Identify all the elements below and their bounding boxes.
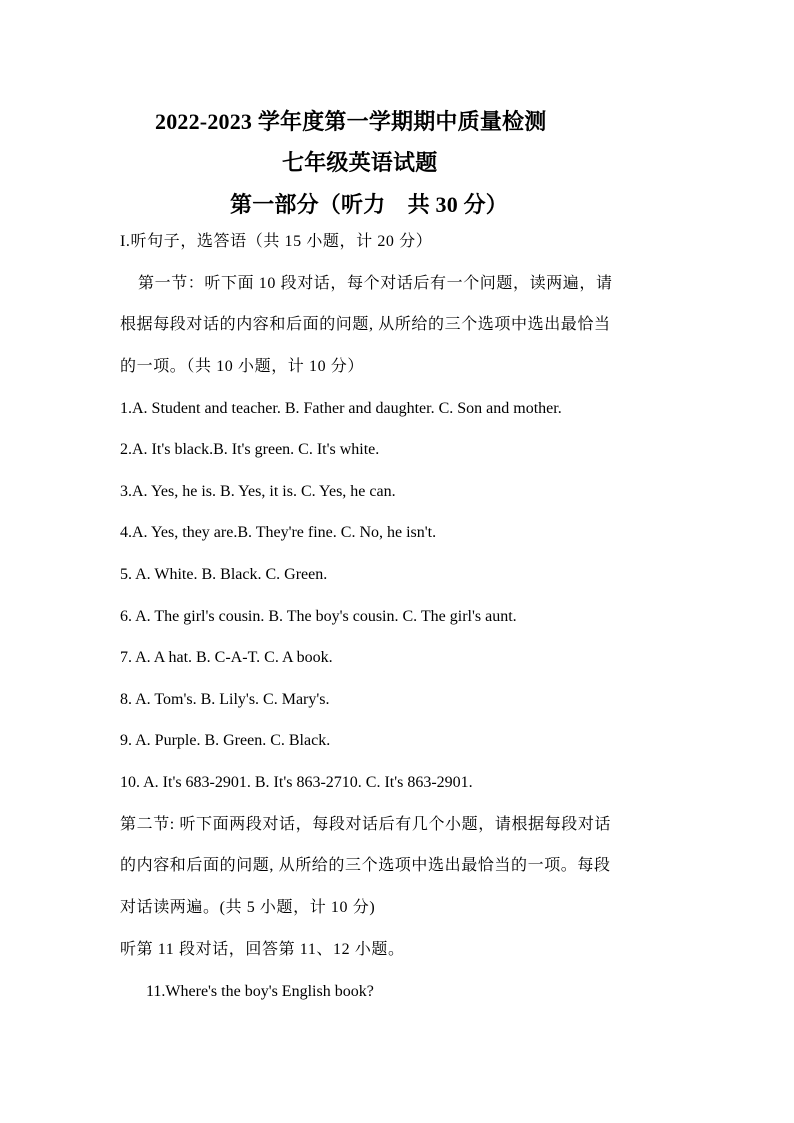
question-item: 3.A. Yes, he is. B. Yes, it is. C. Yes, he can. [120,483,396,500]
section2-intro-line3: 对话读两遍。(共 5 小题，计 10 分) [120,899,376,916]
section1-intro-line3: 的一项。（共 10 小题，计 10 分） [120,358,365,375]
question-item: 10. A. It's 683-2901. B. It's 863-2710. C. It's 863-2901. [120,774,473,791]
question-item: 8. A. Tom's. B. Lily's. C. Mary's. [120,691,330,708]
question-item: 2.A. It's black.B. It's green. C. It's white. [120,441,380,458]
question-item: 7. A. A hat. B. C-A-T. C. A book. [120,649,333,666]
question-item: 4.A. Yes, they are.B. They're fine. C. No, he isn't. [120,524,437,541]
section2-intro-line2: 的内容和后面的问题, 从所给的三个选项中选出最恰当的一项。每段 [120,857,611,874]
exam-title: 2022-2023 学年度第一学期期中质量检测 [155,109,547,134]
section1-intro-line1: 第一节：听下面 10 段对话，每个对话后有一个问题，读两遍，请 [138,275,613,292]
part-title: 第一部分（听力 共 30 分） [230,192,509,217]
question-11: 11.Where's the boy's English book? [146,983,374,1000]
dialogue11-instruction: 听第 11 段对话，回答第 11、12 小题。 [120,941,405,958]
section1-heading: I.听句子，选答语（共 15 小题，计 20 分） [120,233,433,250]
section1-intro-line2: 根据每段对话的内容和后面的问题, 从所给的三个选项中选出最恰当 [120,316,611,333]
question-item: 1.A. Student and teacher. B. Father and daughter. C. Son and mother. [120,400,562,417]
question-item: 6. A. The girl's cousin. B. The boy's cousin. C. The girl's aunt. [120,608,517,625]
question-item: 5. A. White. B. Black. C. Green. [120,566,328,583]
question-item: 9. A. Purple. B. Green. C. Black. [120,732,331,749]
section2-intro-line1: 第二节: 听下面两段对话，每段对话后有几个小题，请根据每段对话 [120,816,612,833]
grade-title: 七年级英语试题 [282,150,438,175]
